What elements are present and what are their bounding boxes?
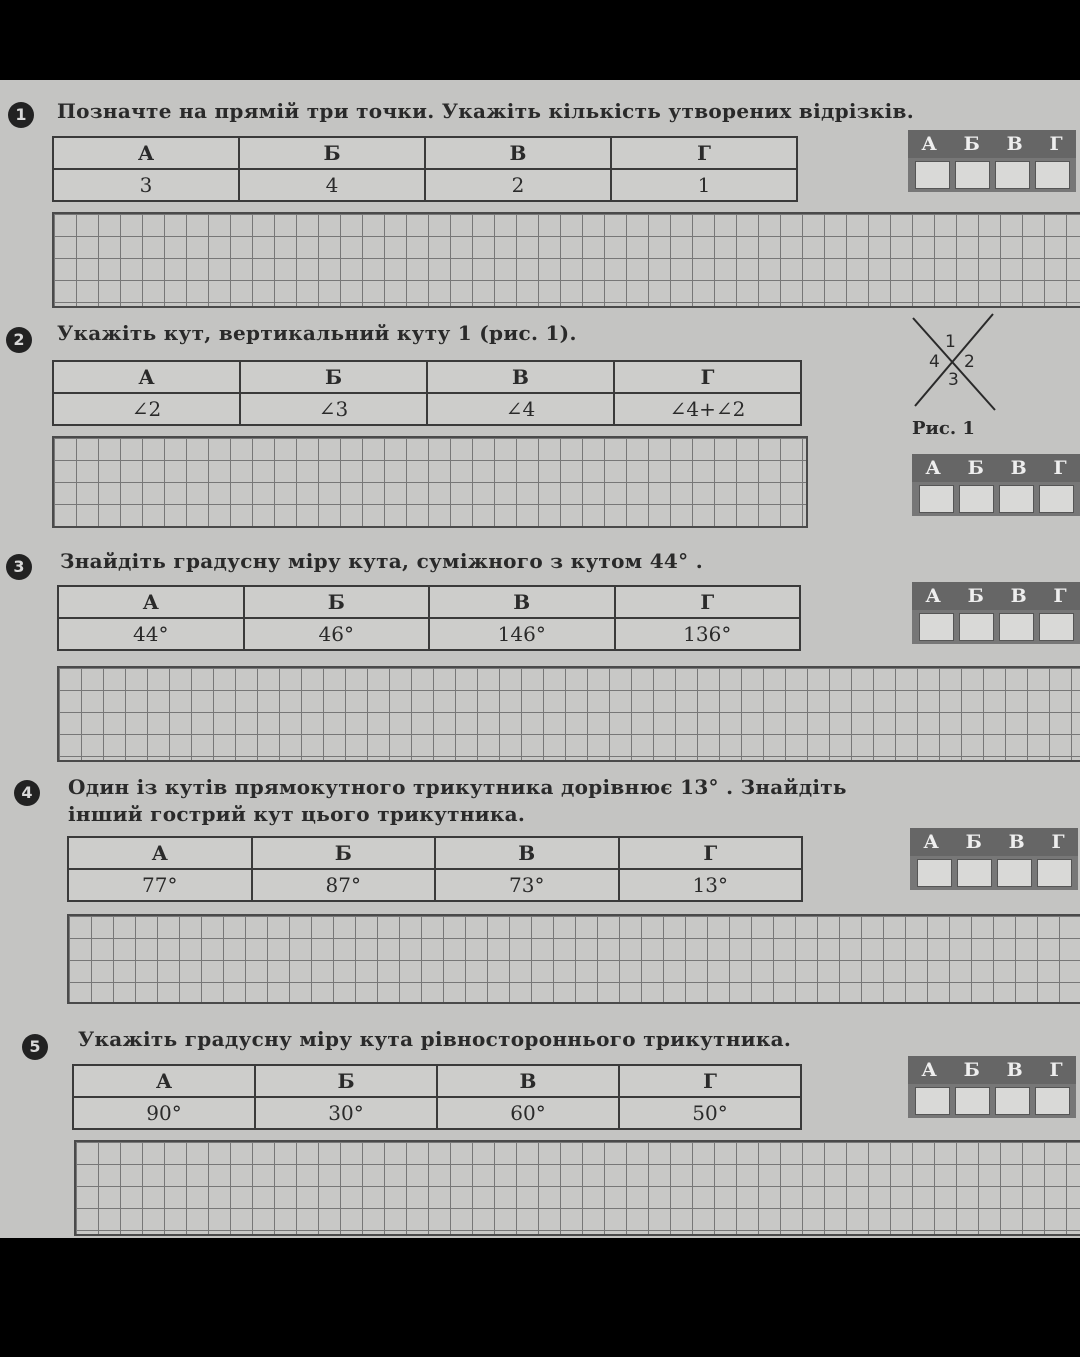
option-value: 77°	[68, 869, 252, 901]
answer-cell-b[interactable]	[957, 859, 992, 887]
answer-cell-v[interactable]	[997, 859, 1032, 887]
answer-letter: А	[925, 585, 941, 607]
option-letter: В	[425, 137, 611, 169]
option-letter: Г	[619, 837, 803, 869]
option-value: 146°	[429, 618, 615, 650]
angle-label-2: 2	[964, 352, 975, 372]
answer-cell-v[interactable]	[995, 1087, 1030, 1115]
option-value: 44°	[58, 618, 244, 650]
answer-letter: В	[1006, 1059, 1023, 1081]
option-letter: Б	[255, 1065, 437, 1097]
options-table	[52, 360, 802, 426]
task-number: 1	[8, 102, 34, 128]
option-letter: А	[53, 137, 239, 169]
intersecting-lines-figure	[905, 310, 1005, 420]
option-letter: А	[58, 586, 244, 618]
option-value: 60°	[437, 1097, 619, 1129]
option-letter: А	[53, 361, 240, 393]
option-letter: Г	[614, 361, 801, 393]
option-value: ∠2	[53, 393, 240, 425]
work-grid[interactable]	[67, 914, 1080, 1004]
answer-cell-b[interactable]	[959, 613, 994, 641]
task-question-line-2: інший гострий кут цього трикутника.	[68, 802, 526, 826]
option-letter: Б	[244, 586, 430, 618]
option-value: ∠4+∠2	[614, 393, 801, 425]
option-value: ∠4	[427, 393, 614, 425]
answer-box	[912, 454, 1080, 516]
option-letter: А	[68, 837, 252, 869]
worksheet-page	[0, 80, 1080, 1238]
answer-cell-b[interactable]	[959, 485, 994, 513]
answer-cell-v[interactable]	[999, 613, 1034, 641]
task-number: 4	[14, 780, 40, 806]
option-letter: Б	[240, 361, 427, 393]
option-letter: Б	[252, 837, 436, 869]
option-letter: Г	[619, 1065, 801, 1097]
option-letter: Г	[615, 586, 801, 618]
answer-cell-v[interactable]	[995, 161, 1030, 189]
answer-letter: А	[925, 457, 941, 479]
answer-box	[908, 1056, 1076, 1118]
answer-letter: В	[1006, 133, 1023, 155]
option-value: 87°	[252, 869, 436, 901]
answer-cell-b[interactable]	[955, 1087, 990, 1115]
answer-cell-a[interactable]	[915, 1087, 950, 1115]
answer-letter: Б	[965, 831, 982, 853]
option-letter: В	[437, 1065, 619, 1097]
option-letter: Б	[239, 137, 425, 169]
line-b	[915, 314, 993, 406]
answer-letter: Б	[967, 457, 984, 479]
answer-cell-v[interactable]	[999, 485, 1034, 513]
answer-letter: А	[921, 1059, 937, 1081]
task-number: 3	[6, 554, 32, 580]
work-grid[interactable]	[52, 212, 1080, 308]
answer-letter: Б	[963, 1059, 980, 1081]
option-value: 2	[425, 169, 611, 201]
answer-letter: Г	[1053, 457, 1067, 479]
answer-letter: А	[921, 133, 937, 155]
option-letter: В	[435, 837, 619, 869]
answer-letter: Г	[1049, 1059, 1063, 1081]
option-letter: В	[429, 586, 615, 618]
answer-cell-g[interactable]	[1037, 859, 1072, 887]
option-value: 3	[53, 169, 239, 201]
answer-cell-a[interactable]	[917, 859, 952, 887]
answer-letter: Б	[963, 133, 980, 155]
task-question: Укажіть кут, вертикальний куту 1 (рис. 1).	[57, 321, 577, 345]
option-value: 1	[611, 169, 797, 201]
figure-caption: Рис. 1	[912, 418, 975, 439]
answer-cell-g[interactable]	[1035, 161, 1070, 189]
answer-cell-a[interactable]	[919, 485, 954, 513]
answer-cell-a[interactable]	[919, 613, 954, 641]
answer-letter: В	[1008, 831, 1025, 853]
angle-label-4: 4	[929, 352, 940, 372]
task-question-line-1: Один із кутів прямокутного трикутника дорівнює 13° . Знайдіть	[68, 775, 847, 799]
answer-cell-b[interactable]	[955, 161, 990, 189]
answer-letter: В	[1010, 585, 1027, 607]
options-table	[72, 1064, 802, 1130]
option-letter: Г	[611, 137, 797, 169]
answer-letter: В	[1010, 457, 1027, 479]
option-value: ∠3	[240, 393, 427, 425]
option-letter: В	[427, 361, 614, 393]
option-value: 4	[239, 169, 425, 201]
option-value: 136°	[615, 618, 801, 650]
answer-cell-g[interactable]	[1035, 1087, 1070, 1115]
option-value: 73°	[435, 869, 619, 901]
task-number: 5	[22, 1034, 48, 1060]
answer-cell-g[interactable]	[1039, 613, 1074, 641]
angle-label-1: 1	[945, 332, 956, 352]
work-grid[interactable]	[52, 436, 808, 528]
option-value: 46°	[244, 618, 430, 650]
option-value: 30°	[255, 1097, 437, 1129]
answer-box	[910, 828, 1078, 890]
option-value: 90°	[73, 1097, 255, 1129]
answer-letter: Г	[1049, 133, 1063, 155]
work-grid[interactable]	[57, 666, 1080, 762]
answer-box	[908, 130, 1076, 192]
task-number: 2	[6, 327, 32, 353]
answer-letter: А	[923, 831, 939, 853]
option-letter: А	[73, 1065, 255, 1097]
option-value: 50°	[619, 1097, 801, 1129]
answer-box	[912, 582, 1080, 644]
options-table	[52, 136, 798, 202]
option-value: 13°	[619, 869, 803, 901]
work-grid[interactable]	[74, 1140, 1080, 1236]
answer-letter: Г	[1053, 585, 1067, 607]
answer-cell-a[interactable]	[915, 161, 950, 189]
angle-label-3: 3	[948, 370, 959, 390]
task-question: Знайдіть градусну міру кута, суміжного з кутом 44° .	[60, 549, 703, 573]
task-question: Позначте на прямій три точки. Укажіть кількість утворених відрізків.	[57, 99, 914, 123]
answer-letter: Б	[967, 585, 984, 607]
answer-cell-g[interactable]	[1039, 485, 1074, 513]
answer-letter: Г	[1051, 831, 1065, 853]
options-table	[57, 585, 801, 651]
options-table	[67, 836, 803, 902]
task-question: Укажіть градусну міру кута рівностороннього трикутника.	[78, 1027, 792, 1051]
